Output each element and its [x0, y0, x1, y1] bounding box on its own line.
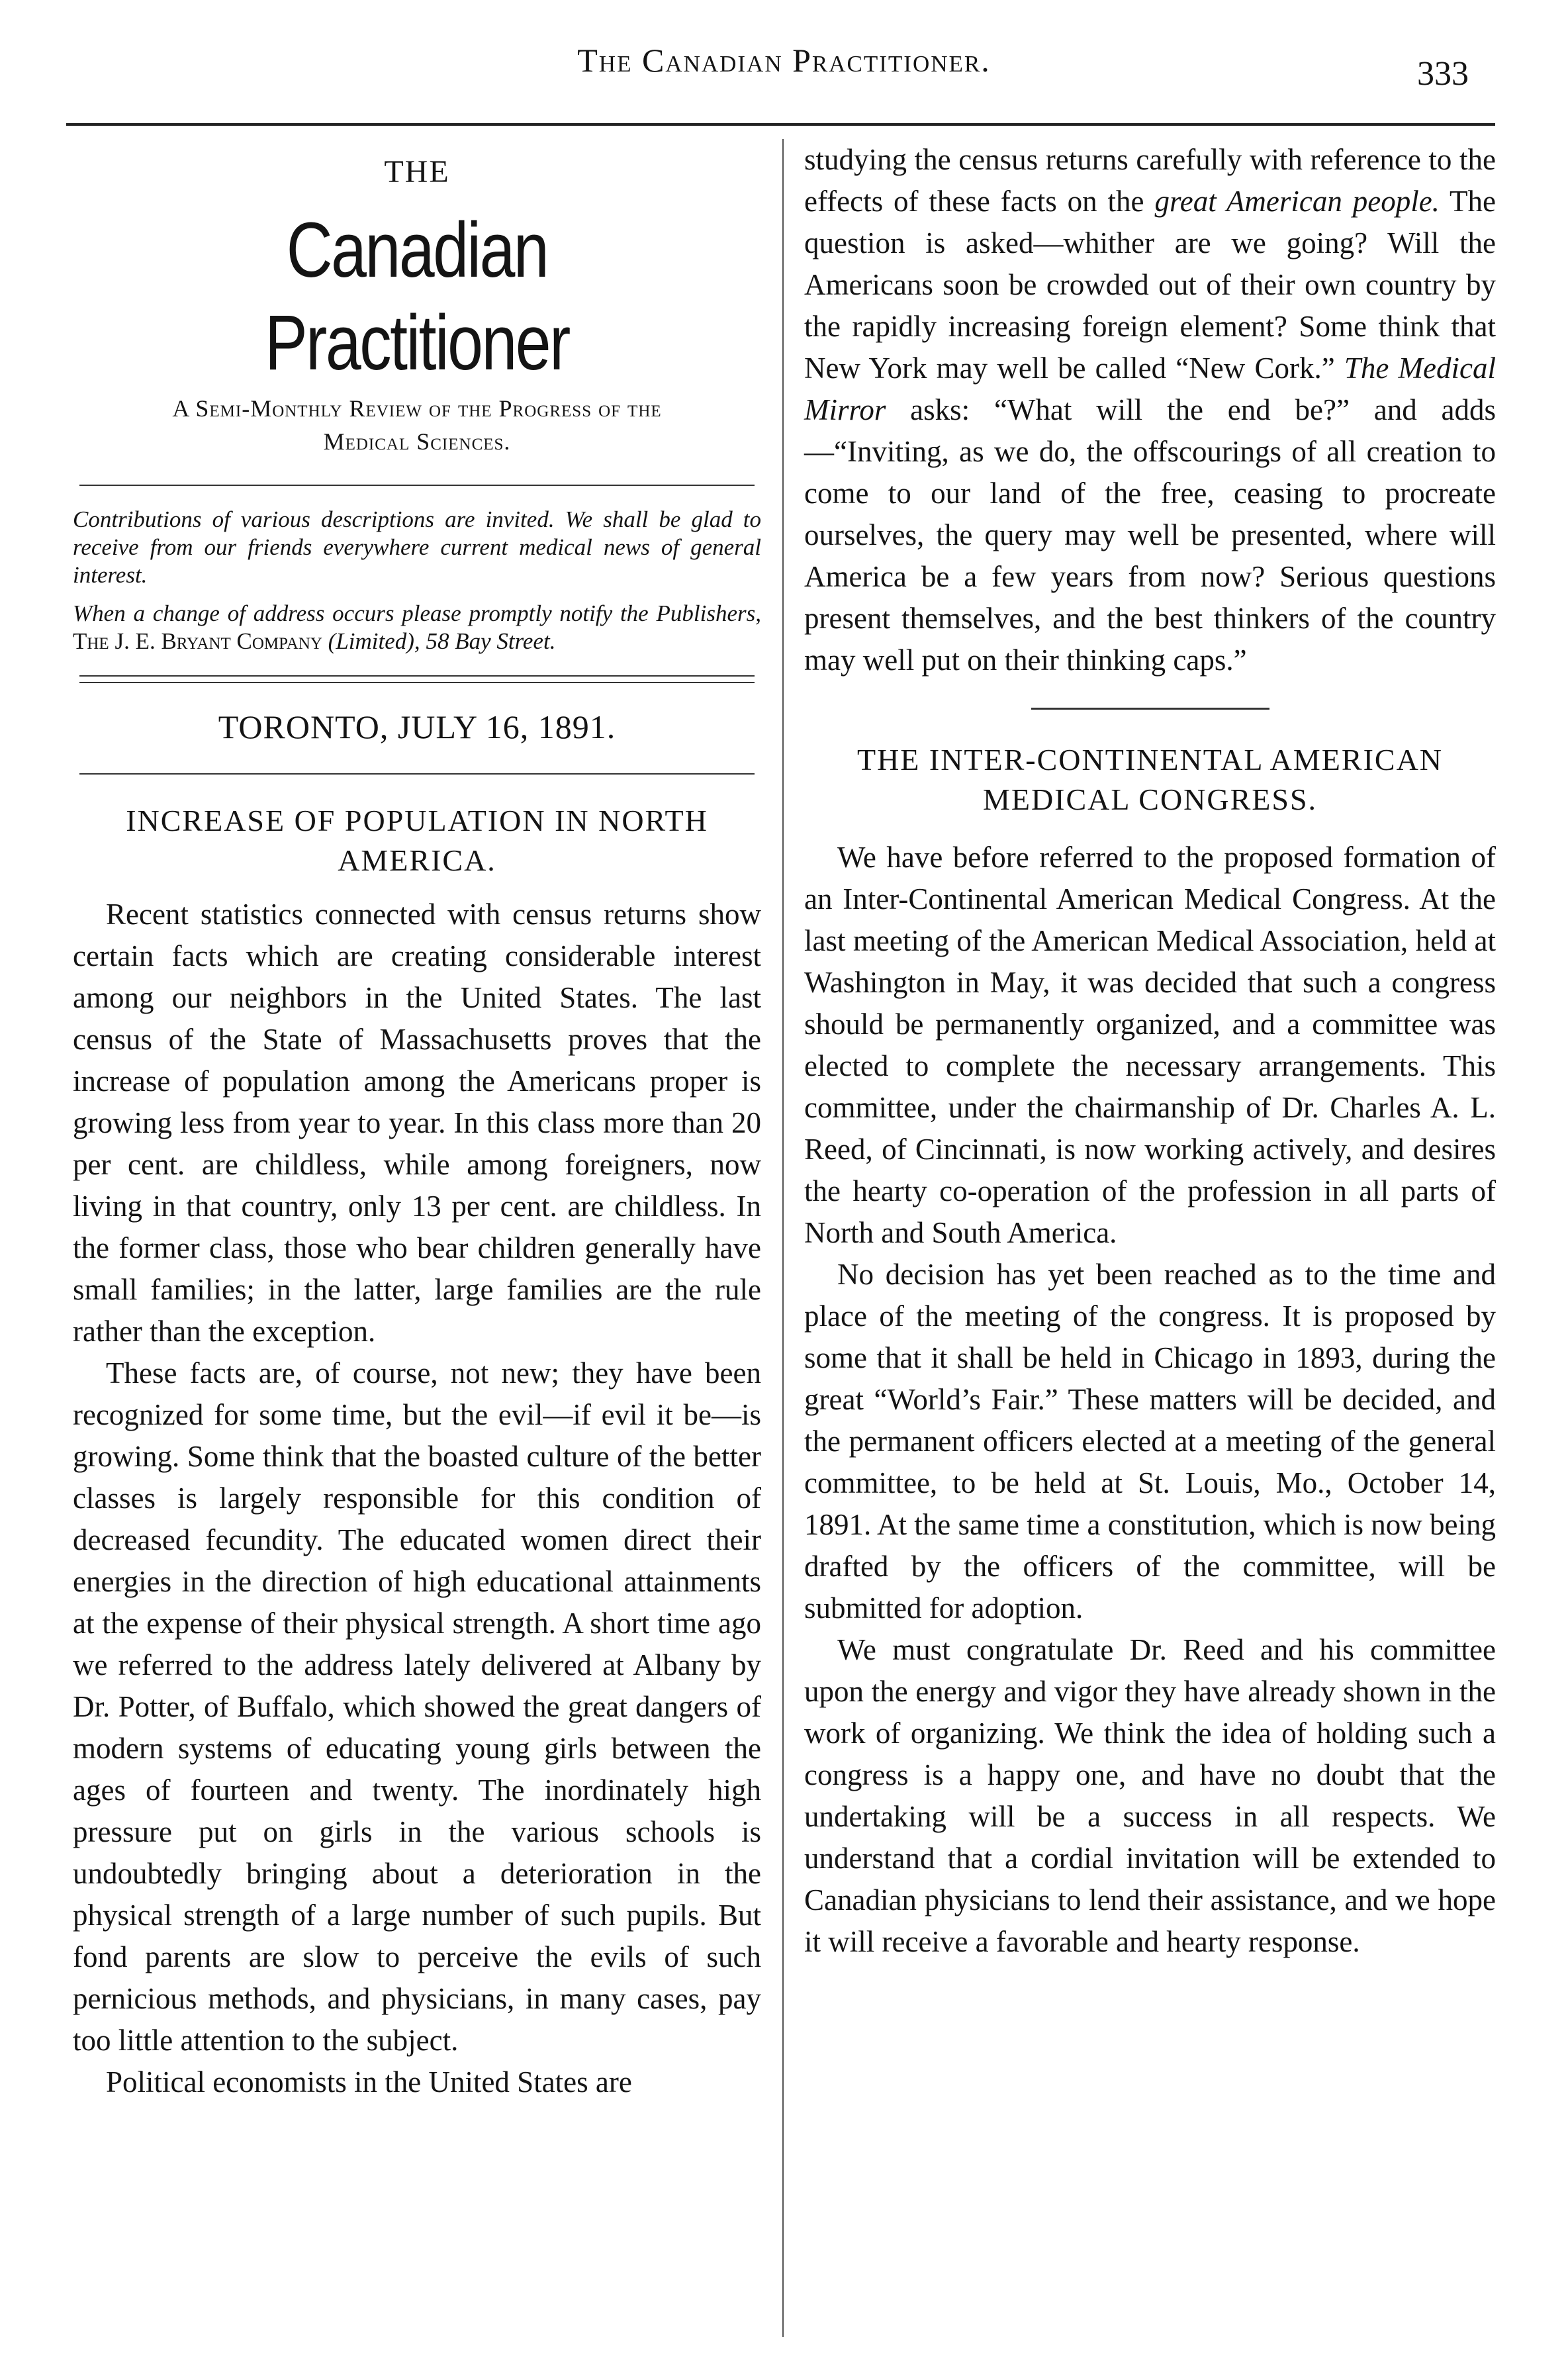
- continuation-italic-medical-mirror: The Medical Mirror: [804, 352, 1496, 426]
- population-article-heading: INCREASE OF POPULATION IN NORTH AMERICA.: [126, 804, 708, 877]
- article-separator-rule: [1031, 708, 1269, 710]
- congress-paragraph-2: No decision has yet been reached as to the time and place of the meeting of the congress. It is proposed by some that it shall be held in Chicago in 1893, during the great “World’s Fair.” These matters will be decided, and the permanent officers elected at a meeting of the general committee, to be held at St. Louis, Mo., October 14, 1891. At the same time a constitution, which is now being drafted by the officers of the committee, will be submitted for adoption.: [804, 1258, 1496, 1625]
- address-change-notice: [73, 600, 761, 655]
- contributions-notice: Contributions of various descriptions are invited. We shall be glad to receive from our friends everywhere current medical news of general interest.: [73, 506, 761, 588]
- masthead-title: Canadian Practitioner: [265, 207, 569, 387]
- page-number: 333: [1417, 55, 1469, 93]
- publisher-name: The J. E. Bryant Company: [73, 628, 322, 654]
- running-head: [66, 41, 1502, 101]
- publisher-address: 58 Bay Street.: [426, 628, 556, 654]
- congress-paragraph-1: We have before referred to the proposed formation of an Inter-Continental American Medical Congress. At the last meeting of the American Medical Association, held at Washington in May, it was decided that such a congress should be permanently organized, and a committee was elected to complete the necessary arrangements. This committee, under the chairmanship of Dr. Charles A. L. Reed, of Cincinnati, is now working actively, and desires the hearty co-operation of the profession in all parts of North and South America.: [804, 841, 1496, 1249]
- right-column: [804, 139, 1496, 1963]
- continuation-text-a: studying the census returns carefully with reference to the effects of these facts on the: [804, 143, 1496, 218]
- left-column: [73, 139, 761, 2103]
- population-paragraph-1: Recent statistics connected with census returns show certain facts which are creating considerable interest among our neighbors in the United States. The last census of the State of Massachusetts proves that the increase of population among the Americans proper is growing less from year to year. In this class more than 20 per cent. are childless, while among foreigners, now living in that country, only 13 per cent. are childless. In the former class, those who bear children generally have small families; in the latter, large families are the rule rather than the exception.: [73, 898, 761, 1348]
- address-notice-text: When a change of address occurs please promptly notify the Publishers,: [73, 600, 761, 626]
- notice-double-rule: [79, 675, 755, 683]
- column-divider: [782, 139, 784, 2337]
- dateline: TORONTO, JULY 16, 1891.: [218, 708, 616, 745]
- masthead-the: THE: [384, 154, 450, 189]
- address-notice-limited: (Limited),: [322, 628, 426, 654]
- running-title: The Canadian Practitioner.: [577, 42, 991, 79]
- congress-paragraph-3: We must congratulate Dr. Reed and his committee upon the energy and vigor they have already shown in the work of organizing. We think the idea of holding such a congress is a happy one, and have no doubt that the undertaking will be a success in all respects. We understand that a cordial invitation will be extended to Canadian physicians to lend their assistance, and we hope it will receive a favorable and hearty response.: [804, 1633, 1496, 1958]
- masthead-subtitle: A Semi-Monthly Review of the Progress of the Medical Sciences.: [172, 395, 662, 455]
- population-continuation: [804, 139, 1496, 681]
- header-rule: [66, 123, 1495, 126]
- continuation-text-c: asks: “What will the end be?” and adds—“Inviting, as we do, the offscourings of all creation to come to our land of the free, ceasing to procreate ourselves, the query may well be presented, where will America be a few years from now? Serious questions present themselves, and the best thinkers of the country may well put on their thinking caps.”: [804, 393, 1496, 677]
- population-paragraph-2: These facts are, of course, not new; they have been recognized for some time, but the evil—if evil it be—is growing. Some think that the boasted culture of the better classes is largely responsible for this condition of decreased fecundity. The educated women direct their energies in the direction of high educational attainments at the expense of their physical strength. A short time ago we referred to the address lately delivered at Albany by Dr. Potter, of Buffalo, which showed the great dangers of modern systems of educating young girls between the ages of fourteen and twenty. The inordinately high pressure put on girls in the various schools is undoubtedly bringing about a deterioration in the physical strength of a large number of such pupils. But fond parents are slow to perceive the evils of such pernicious methods, and physicians, in many cases, pay too little attention to the subject.: [73, 1356, 761, 2057]
- continuation-text-b: The question is asked—whither are we going? Will the Americans soon be crowded out of their own country by the rapidly increasing foreign element? Some think that New York may well be called “New Cork.”: [804, 185, 1496, 385]
- population-paragraph-3: Political economists in the United States are: [106, 2065, 632, 2099]
- continuation-italic-great-american-people: great American people.: [1154, 185, 1440, 218]
- congress-article-heading: THE INTER-CONTINENTAL AMERICAN MEDICAL CONGRESS.: [856, 743, 1444, 816]
- dateline-rule: [79, 773, 755, 775]
- masthead-rule: [79, 485, 755, 486]
